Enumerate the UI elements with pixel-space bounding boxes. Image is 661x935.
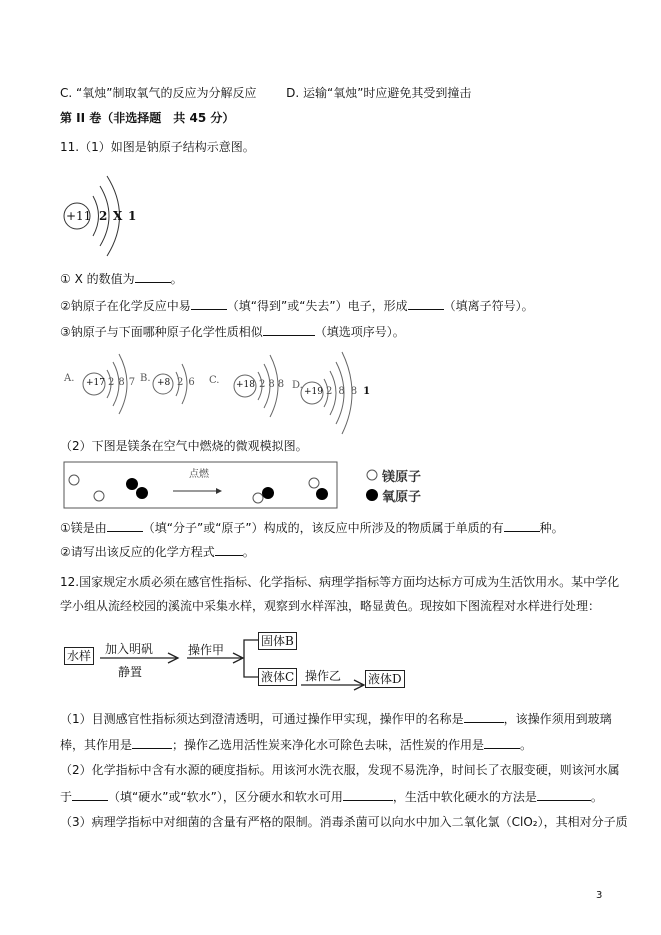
answer-blank[interactable]: [408, 297, 444, 310]
sodium-shell-1: 2: [99, 209, 108, 223]
q12-p2-line1: （2）化学指标中含有水源的硬度指标。用该河水洗衣服，发现不易洗净，时间长了衣服变硬，则该河水属: [60, 763, 620, 777]
sodium-nucleus: +11: [66, 209, 92, 223]
sodium-shell-2: X: [113, 209, 123, 223]
q11-part2-intro: （2）下图是镁条在空气中燃烧的微观模拟图。: [60, 439, 308, 453]
text: ① X 的数值为: [60, 272, 135, 286]
shell: 8: [277, 379, 288, 390]
q12-intro-line2: 学小组从流经校园的溪流中采集水样，观察到水样浑浊，略显黄色。现按如下图流程对水样进行处理：: [60, 599, 601, 613]
shell: 6: [188, 377, 200, 388]
oxygen-legend-icon: [366, 489, 378, 501]
flow-step1-top: 加入明矾: [105, 642, 154, 656]
shell: 8: [118, 377, 129, 388]
text: ①镁是由: [60, 521, 107, 535]
q11-intro: 11.（1）如图是钠原子结构示意图。: [60, 140, 255, 154]
arrow-label: 点燃: [189, 469, 209, 480]
q11-s1: [60, 270, 183, 287]
page-number: 3: [596, 890, 603, 901]
option-d: D. 运输“氧烛”时应避免其受到撞击: [286, 86, 472, 100]
answer-blank[interactable]: [191, 297, 227, 310]
option-b-shells: [177, 377, 200, 388]
option-c-shells: [259, 379, 287, 390]
flow-liquid-d: 液体D: [365, 670, 405, 688]
answer-blank[interactable]: [107, 519, 143, 532]
answer-blank[interactable]: [343, 788, 393, 801]
text: （填“分子”或“原子”）构成的，该反应中所涉及的物质属于单质的有: [142, 521, 504, 535]
shell: 8: [268, 379, 278, 390]
option-d-label: D.: [292, 380, 303, 391]
q11-p2-1: [60, 519, 564, 536]
answer-blank[interactable]: [72, 788, 108, 801]
magnesium-legend-icon: [367, 470, 377, 480]
option-d-nucleus: +19: [304, 387, 323, 397]
text: 。: [242, 545, 255, 559]
shell: 2: [108, 377, 119, 388]
flow-solid-b: 固体B: [258, 632, 297, 650]
text: （填“得到”或“失去”）电子，形成: [226, 299, 408, 313]
flow-step1-bottom: 静置: [118, 665, 143, 679]
text: ，该操作须用到玻璃: [503, 712, 612, 726]
text: ，生活中软化硬水的方法是: [392, 790, 537, 804]
shell: 2: [177, 377, 189, 388]
option-a-nucleus: +17: [86, 378, 105, 388]
option-d-shells: [326, 386, 376, 397]
q11-p2-2: [60, 543, 255, 560]
text: 于: [60, 790, 73, 804]
shell: 1: [363, 386, 377, 397]
option-b-nucleus: +8: [157, 378, 171, 388]
shell: 7: [128, 377, 140, 388]
legend-magnesium: 镁原子: [382, 470, 422, 485]
answer-blank[interactable]: [504, 519, 540, 532]
text: 棒，其作用是: [60, 738, 133, 752]
text: ；操作乙选用活性炭来净化水可除色去味，活性炭的作用是: [172, 738, 485, 752]
answer-blank[interactable]: [484, 736, 520, 749]
option-c-label: C.: [209, 375, 220, 386]
shell: 2: [259, 379, 269, 390]
option-b-label: B.: [140, 373, 151, 384]
text: （填离子符号）。: [443, 299, 534, 313]
flow-step2: 操作甲: [188, 643, 225, 657]
shell: 8: [350, 386, 364, 397]
flow-step3: 操作乙: [305, 669, 342, 683]
text: ③钠原子与下面哪种原子化学性质相似: [60, 325, 263, 339]
text: 。: [520, 738, 533, 752]
text: （填选项序号）。: [314, 325, 405, 339]
flow-liquid-c: 液体C: [258, 668, 297, 686]
q12-p2-line2: [60, 788, 603, 805]
text: 。: [590, 790, 603, 804]
reaction-diagram: [64, 462, 378, 508]
answer-blank[interactable]: [132, 736, 172, 749]
q12-p1-line1: [60, 710, 612, 727]
text: ②钠原子在化学反应中易: [60, 299, 191, 313]
legend-oxygen: 氧原子: [382, 490, 422, 505]
option-a-label: A.: [64, 373, 75, 384]
option-a-shells: [108, 377, 139, 388]
q12-intro-line1: 12.国家规定水质必须在感官性指标、化学指标、病理学指标等方面均达标方可成为生活饮用水。某中学化: [60, 575, 620, 589]
sodium-shell-3: 1: [128, 209, 137, 223]
flow-water-sample: 水样: [64, 647, 94, 665]
answer-blank[interactable]: [464, 710, 504, 723]
text: （1）目测感官性指标须达到澄清透明，可通过操作甲实现，操作甲的名称是: [60, 712, 464, 726]
option-c-nucleus: +18: [236, 380, 255, 390]
shell: 8: [338, 386, 351, 397]
answer-blank[interactable]: [135, 270, 171, 283]
q11-s3: [60, 323, 405, 340]
text: 种。: [539, 521, 564, 535]
answer-blank[interactable]: [263, 323, 315, 336]
text: （填“硬水”或“软水”），区分硬水和软水可用: [108, 790, 343, 804]
q11-s2: [60, 297, 534, 314]
text: ②请写出该反应的化学方程式: [60, 545, 215, 559]
q12-p1-line2: [60, 736, 532, 753]
answer-blank[interactable]: [215, 543, 243, 556]
option-c: C. “氧烛”制取氧气的反应为分解反应: [60, 86, 257, 100]
section-title: 第 II 卷（非选择题 共 45 分）: [60, 111, 235, 125]
shell: 2: [326, 386, 339, 397]
text: 。: [170, 272, 183, 286]
q12-p3-line1: （3）病理学指标中对细菌的含量有严格的限制。消毒杀菌可以向水中加入二氧化氯（ClO₂），其相对分子质: [60, 815, 628, 829]
answer-blank[interactable]: [537, 788, 591, 801]
